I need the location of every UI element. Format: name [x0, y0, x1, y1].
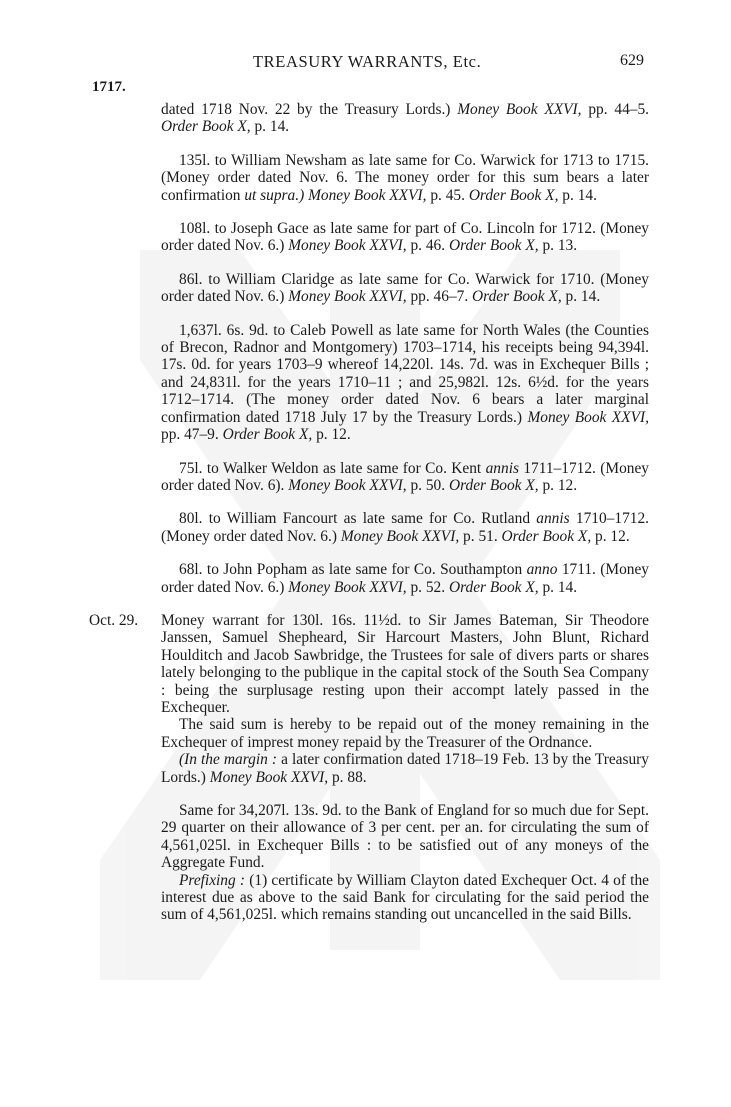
warrant-paragraph: Money warrant for 130l. 16s. 11½d. to Sir James Bateman, Sir Theodore Janssen, Samuel Shepheard, Sir Harcourt Masters, John Blunt, Richard Houlditch and Jacob Sawbridge, the Trustees for sale of divers parts or shares lately belonging to the publique in the capital stock of the South Sea Company : being the surplusage resting upon their accompt lately passed in the Exchequer.: [161, 611, 649, 716]
entry-oct-29: [89, 611, 649, 786]
page-number: 629: [620, 52, 644, 69]
entry-weldon: 75l. to Walker Weldon as late same for Co. Kent annis 1711–1712. (Money order dated Nov. 6). Money Book XXVI, p. 50. Order Book X, p. 12.: [161, 459, 649, 494]
repayment-paragraph: The said sum is hereby to be repaid out of the money remaining in the Exchequer of imprest money repaid by the Treasurer of the Ordnance.: [161, 716, 649, 751]
continuation-paragraph: dated 1718 Nov. 22 by the Treasury Lords.) Money Book XXVI, pp. 44–5. Order Book X, p. 14.: [161, 101, 649, 136]
running-title: TREASURY WARRANTS, Etc.: [253, 52, 482, 71]
entry-gace: 108l. to Joseph Gace as late same for part of Co. Lincoln for 1712. (Money order dated Nov. 6.) Money Book XXVI, p. 46. Order Book X, p. 13.: [161, 220, 649, 255]
entry-newsham: 135l. to William Newsham as late same for Co. Warwick for 1713 to 1715. (Money order dated Nov. 6. The money order for this sum bears a later confirmation ut supra.) Money Book XXVI, p. 45. Order Book X, p. 14.: [161, 151, 649, 204]
prefixing-paragraph: Prefixing : (1) certificate by William Clayton dated Exchequer Oct. 4 of the interest due as above to the said Bank for circulating for the said period the sum of 4,561,025l. which remains standing out uncancelled in the said Bills.: [161, 871, 649, 924]
margin-year: 1717.: [92, 79, 126, 95]
entry-claridge: 86l. to William Claridge as late same for Co. Warwick for 1710. (Money order dated Nov. 6.) Money Book XXVI, pp. 46–7. Order Book X, p. 14.: [161, 270, 649, 306]
running-head: [0, 52, 731, 76]
margin-note-paragraph: (In the margin : a later confirmation dated 1718–19 Feb. 13 by the Treasury Lords.) Money Book XXVI, p. 88.: [161, 751, 649, 786]
margin-date: Oct. 29.: [89, 611, 139, 629]
entry-powell: 1,637l. 6s. 9d. to Caleb Powell as late same for North Wales (the Counties of Brecon, Radnor and Montgomery) 1703–1714, his receipts being 94,394l. 17s. 0d. for years 1703–9 whereof 14,220l. 14s. 7d. was in Exchequer Bills ; and 24,831l. for the years 1710–11 ; and 25,982l. 12s. 6½d. for the years 1712–1714. (The money order dated Nov. 6 bears a later marginal confirmation dated 1718 July 17 by the Treasury Lords.) Money Book XXVI, pp. 47–9. Order Book X, p. 12.: [161, 321, 649, 444]
text-body: [89, 101, 650, 940]
entry-popham: 68l. to John Popham as late same for Co. Southampton anno 1711. (Money order dated Nov. 6.) Money Book XXVI, p. 52. Order Book X, p. 14.: [161, 561, 650, 596]
entry-bank-of-england: [161, 802, 649, 924]
bank-paragraph: Same for 34,207l. 13s. 9d. to the Bank of England for so much due for Sept. 29 quarter on their allowance of 3 per cent. per an. for circulating the sum of 4,561,025l. in Exchequer Bills : to be satisfied out of any moneys of the Aggregate Fund.: [161, 802, 649, 872]
entry-fancourt: 80l. to William Fancourt as late same for Co. Rutland annis 1710–1712. (Money order dated Nov. 6.) Money Book XXVI, p. 51. Order Book X, p. 12.: [161, 510, 649, 545]
